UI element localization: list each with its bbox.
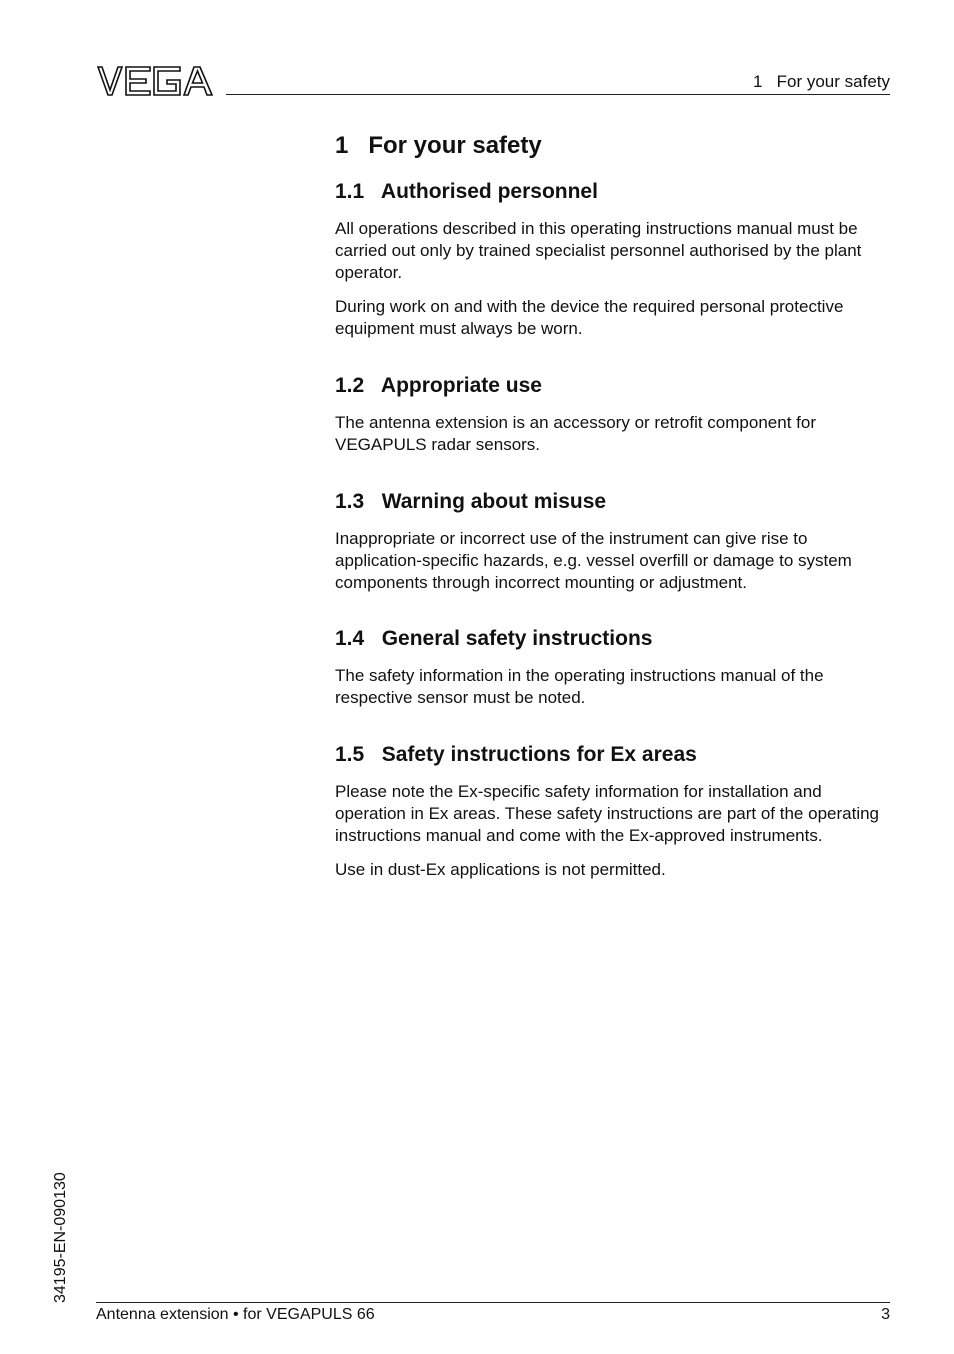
running-title: 1 For your safety [753, 72, 890, 91]
page-number: 3 [881, 1306, 890, 1323]
section-paragraph: All operations described in this operating instructions manual must be carried out only by trained specialist personnel authorised by the plant operator. [335, 219, 862, 282]
section-paragraph: Please note the Ex-specific safety information for installation and operation in Ex areas. These safety instructions are part of the operating instructions manual and come with the Ex-approved instruments. [335, 782, 879, 845]
section-paragraph: The safety information in the operating instructions manual of the respective sensor must be noted. [335, 666, 824, 707]
section-heading: 1.3 Warning about misuse [335, 490, 607, 513]
footer-product-line: Antenna extension • for VEGAPULS 66 [96, 1306, 375, 1323]
section-heading: 1.1 Authorised personnel [335, 180, 598, 203]
section-heading: 1.2 Appropriate use [335, 374, 542, 397]
section-warning-misuse [335, 490, 895, 594]
section-paragraph: Inappropriate or incorrect use of the instrument can give rise to application-specific hazards, e.g. vessel overfill or damage to system components through incorrect mounting or adjustment. [335, 529, 852, 592]
section-heading: 1.5 Safety instructions for Ex areas [335, 743, 697, 766]
vega-logo [96, 64, 214, 98]
section-authorised-personnel [335, 180, 895, 340]
page-content [335, 128, 895, 879]
section-ex-areas [335, 743, 895, 881]
section-paragraph: During work on and with the device the required personal protective equipment must always be worn. [335, 297, 844, 338]
section-paragraph: Use in dust-Ex applications is not permitted. [335, 860, 666, 879]
footer-rule [96, 1302, 890, 1303]
section-heading: 1.4 General safety instructions [335, 627, 653, 650]
header-rule [226, 94, 890, 95]
section-general-safety [335, 627, 895, 709]
section-appropriate-use [335, 374, 895, 456]
chapter-title: 1 For your safety [335, 132, 542, 159]
section-paragraph: The antenna extension is an accessory or retrofit component for VEGAPULS radar sensors. [335, 413, 816, 454]
document-code: 34195-EN-090130 [52, 1172, 69, 1303]
